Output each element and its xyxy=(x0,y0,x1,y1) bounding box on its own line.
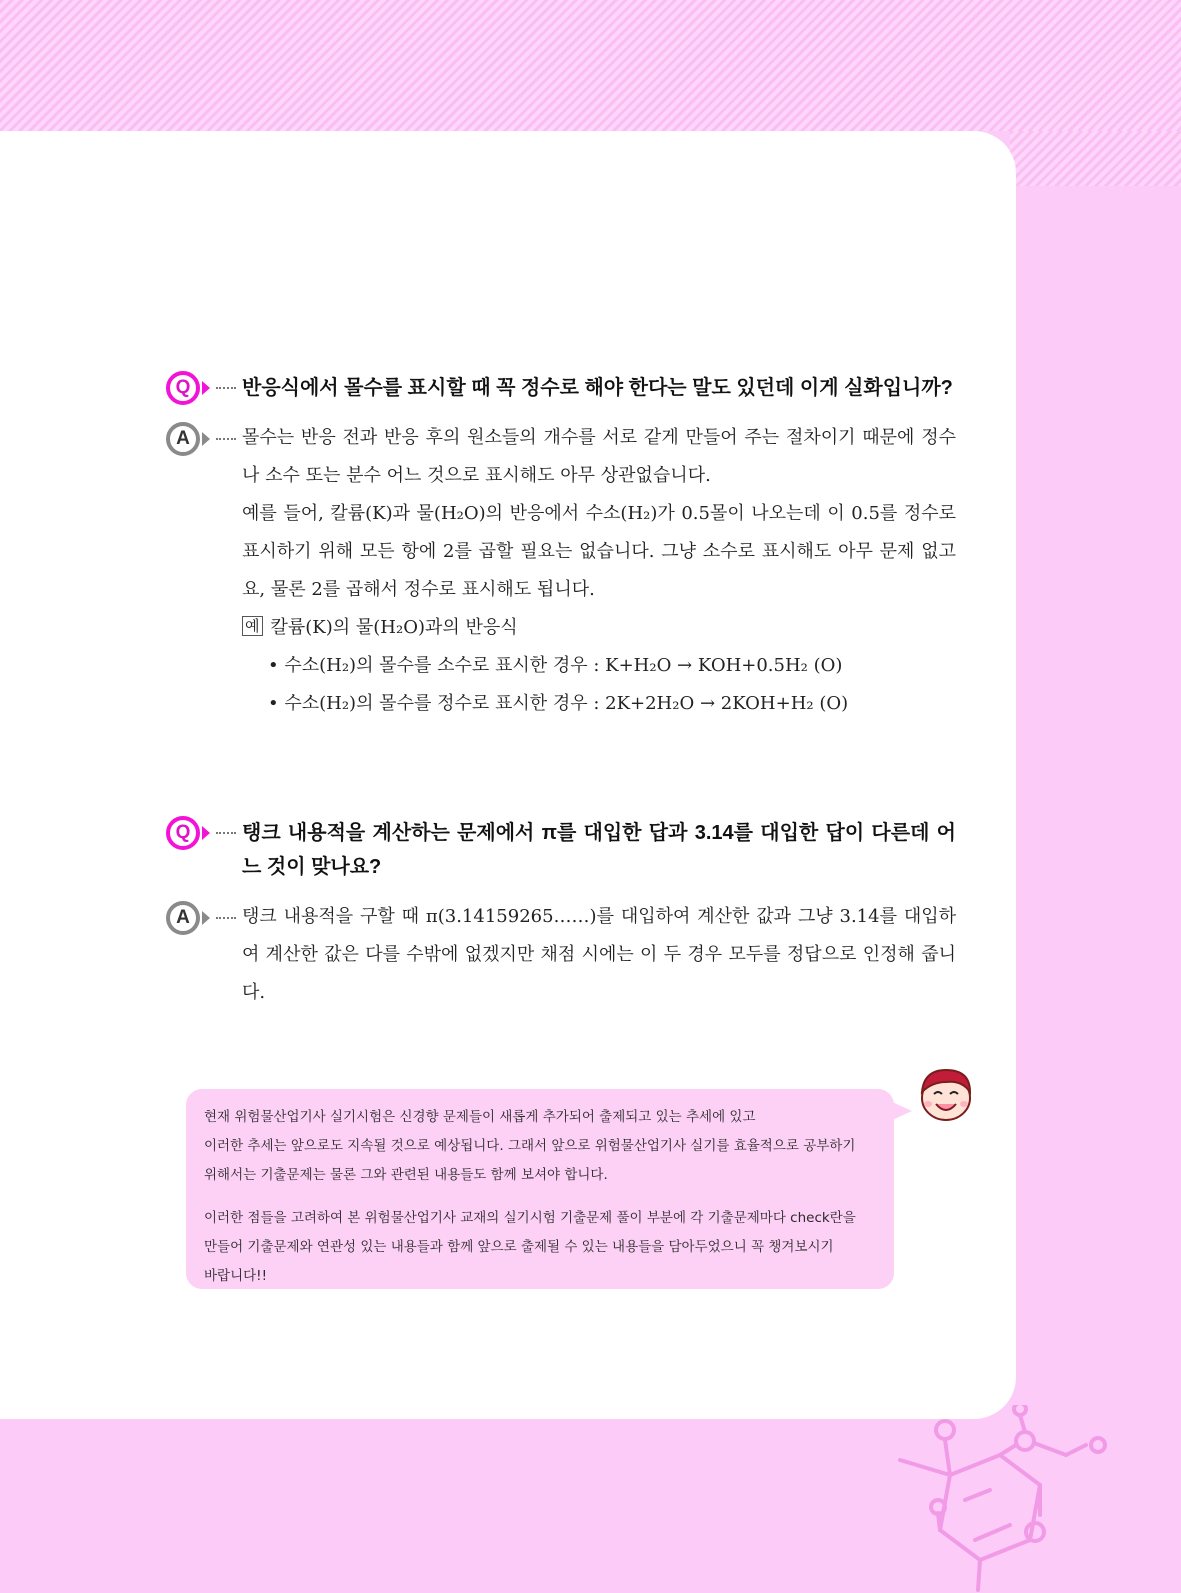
example-label: 예 xyxy=(242,616,263,636)
question-row xyxy=(166,816,956,884)
speech-bubble-tail xyxy=(890,1101,912,1121)
example-title: 칼륨(K)의 물(H₂O)과의 반응식 xyxy=(270,617,518,638)
leader-dots xyxy=(216,438,236,440)
answer-text xyxy=(242,419,956,723)
question-text: 반응식에서 몰수를 표시할 때 꼭 정수로 해야 한다는 말도 있던데 이게 실화입니까? xyxy=(242,377,953,399)
badge-arrow-icon xyxy=(202,911,210,925)
leader-dots xyxy=(216,832,236,834)
answer-paragraph: 예를 들어, 칼륨(K)과 물(H₂O)의 반응에서 수소(H₂)가 0.5몰이 나오는데 이 0.5를 정수로 표시하기 위해 모든 항에 2를 곱할 필요는 없습니다. 그냥 소수로 표시해도 아무 문제 없고요, 물론 2를 곱해서 정수로 표시해도 됩니다. xyxy=(242,503,956,600)
badge-arrow-icon xyxy=(202,432,210,446)
question-text: 탱크 내용적을 계산하는 문제에서 π를 대입한 답과 3.14를 대입한 답이 다른데 어느 것이 맞나요? xyxy=(242,822,956,878)
question-badge-icon: Q xyxy=(166,371,200,405)
speech-line: 이러한 점들을 고려하여 본 위험물산업기사 교재의 실기시험 기출문제 풀이 부분에 각 기출문제마다 check란을 xyxy=(204,1210,856,1226)
example-bullet: • 수소(H₂)의 몰수를 정수로 표시한 경우 : 2K+2H₂O → 2KOH+H₂ (O) xyxy=(268,693,849,714)
speech-bubble xyxy=(186,1089,894,1289)
speech-line: 현재 위험물산업기사 실기시험은 신경향 문제들이 새롭게 추가되어 출제되고 있는 추세에 있고 xyxy=(204,1109,756,1125)
speech-line: 위해서는 기출문제는 물론 그와 관련된 내용들도 함께 보셔야 합니다. xyxy=(204,1167,608,1183)
question-badge-icon: Q xyxy=(166,816,200,850)
example-line xyxy=(242,609,956,647)
paragraph-gap xyxy=(204,1190,876,1204)
leader-dots xyxy=(216,387,236,389)
answer-row xyxy=(166,898,956,1012)
answer-badge-icon: A xyxy=(166,901,200,935)
cartoon-character-icon xyxy=(912,1064,980,1126)
speech-line: 만들어 기출문제와 연관성 있는 내용들과 함께 앞으로 출제될 수 있는 내용들을 담아두었으니 꼭 챙겨보시기 xyxy=(204,1239,834,1255)
answer-paragraph: 몰수는 반응 전과 반응 후의 원소들의 개수를 서로 같게 만들어 주는 절차이기 때문에 정수나 소수 또는 분수 어느 것으로 표시해도 아무 상관없습니다. xyxy=(242,427,956,486)
badge-arrow-icon xyxy=(202,381,210,395)
answer-row xyxy=(166,419,956,723)
answer-paragraph: 탱크 내용적을 구할 때 π(3.14159265……)를 대입하여 계산한 값과 그냥 3.14를 대입하여 계산한 값은 다를 수밖에 없겠지만 채점 시에는 이 두 경우 모두를 정답으로 인정해 줍니다. xyxy=(242,906,956,1003)
qa-block-1 xyxy=(166,371,956,723)
leader-dots xyxy=(216,917,236,919)
qa-block-2 xyxy=(166,816,956,1012)
question-row xyxy=(166,371,956,405)
molecule-decoration-icon xyxy=(890,1405,1120,1593)
speech-line: 바랍니다!! xyxy=(204,1268,267,1284)
badge-arrow-icon xyxy=(202,826,210,840)
example-bullet: • 수소(H₂)의 몰수를 소수로 표시한 경우 : K+H₂O → KOH+0.5H₂ (O) xyxy=(268,655,843,676)
speech-line: 이러한 추세는 앞으로도 지속될 것으로 예상됩니다. 그래서 앞으로 위험물산업기사 실기를 효율적으로 공부하기 xyxy=(204,1138,856,1154)
header-stripe-band xyxy=(0,0,1181,131)
answer-badge-icon: A xyxy=(166,422,200,456)
header-stripe-corner xyxy=(1010,131,1181,186)
answer-text xyxy=(242,898,956,1012)
